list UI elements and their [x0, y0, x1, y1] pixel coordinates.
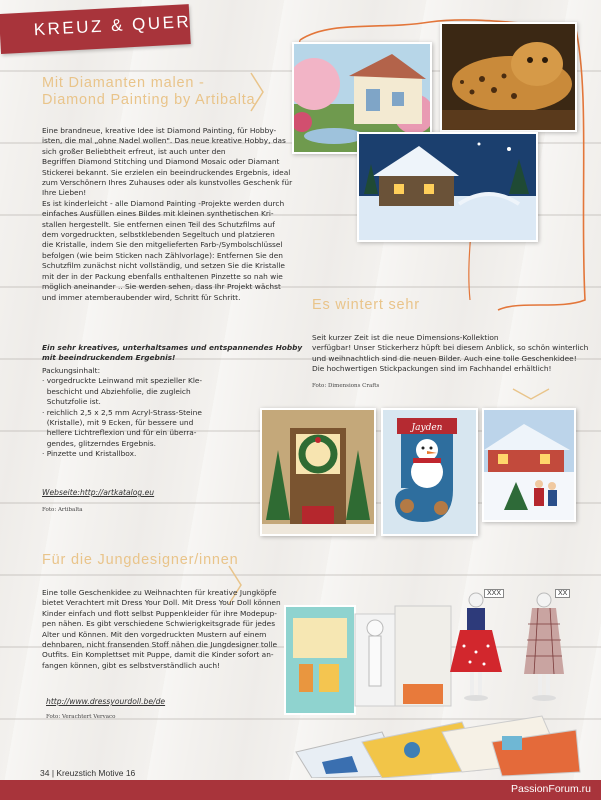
body-line: Es ist kinderleicht - alle Diamond Painting -Projekte werden durch	[42, 198, 285, 208]
watermark: PassionForum.ru	[511, 783, 591, 795]
body-line: möglich aneinander .. Sie werden sehen, dass Ihr Projekt wächst	[42, 282, 281, 292]
article1-highlight	[42, 343, 302, 364]
article1-body	[42, 126, 292, 303]
body-line: die Kristalle, indem Sie den mitgelieferten Farb-/Symbolschlüssel	[42, 240, 283, 250]
photo-credit: Foto: Dimensions Crafts	[312, 383, 380, 389]
body-line: verfügbar! Unser Stickerherz hüpft bei diesem Anblick, so schön winterlich	[312, 343, 589, 353]
artibalta-website-link[interactable]: Webseite:http://artkatalog.eu	[42, 488, 155, 497]
title-line: Mit Diamanten malen -	[42, 75, 205, 91]
body-line: Schutzfilm zunächst nicht vollständig, und setzen Sie die Kristalle	[42, 261, 285, 271]
contents-line: gendes, glitzerndes Ergebnis.	[42, 438, 157, 448]
contents-line: beschicht und Abziehfolie, die zugleich	[42, 386, 191, 396]
body-line: mit der in der Packung ebenfalls enthaltenen Pinzette so nah wie	[42, 271, 283, 281]
sewing-patterns-image	[292, 712, 582, 778]
page-info: 34 | Kreuzstich Motive 16	[40, 768, 136, 778]
contents-line: · reichlich 2,5 x 2,5 mm Acryl-Strass-Steine	[42, 407, 202, 417]
body-line: Begriffen Diamond Stitching und Diamond Mosaic oder Diamant	[42, 157, 280, 167]
body-line: Alter und Können. Mit den vorgedruckten Mustern auf einem	[42, 629, 267, 639]
body-line: stallen hergestellt. Sie entfernen einen Teil des Schutzfilms auf	[42, 219, 275, 229]
winter-night-painting-image	[357, 132, 538, 242]
doll-coat-check-image	[516, 590, 572, 704]
photo-credit: Foto: Artibalta	[42, 507, 83, 513]
article2-title: Es wintert sehr	[312, 297, 420, 313]
body-line: dehnbaren, nicht fransenden Stoff nähen die Jungdesigner tolle	[42, 640, 278, 650]
body-line: isten, die mal „ohne Nadel wollen". Das neue kreative Hobby, das	[42, 136, 286, 146]
body-line: sich großer Beliebtheit erfreut, ist auch unter den	[42, 146, 226, 156]
body-line: dem vorgedruckten, selbstklebenden Segeltuch und platzieren	[42, 230, 275, 240]
body-line: befolgen (wie beim Sticken nach Zählvorlage): Entfernen Sie den	[42, 250, 283, 260]
doll-dress-red-image	[446, 590, 506, 704]
body-line: Stickerei bekannt. Sie erzielen ein beeindruckendes Ergebnis, ideal	[42, 167, 291, 177]
highlight-line: mit beeindruckendem Ergebnis!	[42, 353, 176, 363]
chevron-down-icon	[512, 388, 550, 400]
doll-kit-box-image	[283, 598, 455, 720]
chevron-right-icon	[250, 72, 264, 112]
photo-credit: Foto: Verachtert Vervaco	[46, 714, 116, 720]
article3-title: Für die Jungdesigner/innen	[42, 552, 239, 568]
level-badge: XX	[555, 589, 570, 598]
body-line: Eine brandneue, kreative Idee ist Diamond Painting, für Hobby-	[42, 126, 277, 135]
body-line: Die hochwertigen Stickpackungen sind im Fachhandel erhältlich!	[312, 364, 552, 374]
body-line: und immer atemberaubender wird, Schritt für Schritt.	[42, 292, 241, 302]
leopard-painting-image	[440, 22, 577, 132]
contents-line: Schutzfolie ist.	[42, 397, 101, 407]
contents-line: hellere Lichtreflexion und für ein überra-	[42, 428, 197, 438]
body-line: fangen können, gibt es selbstverständlich auch!	[42, 660, 220, 670]
body-line: bietet Verachtert mit Dress Your Doll. Mit Dress Your Doll können	[42, 598, 281, 608]
article2-body	[312, 333, 588, 375]
article1-contents	[42, 366, 202, 460]
body-line: Kinder einfach und flott selbst Puppenkleider für ihre Modepup-	[42, 608, 277, 618]
contents-line: · vorgedruckte Leinwand mit spezieller Kle-	[42, 376, 203, 386]
snowman-stocking-image	[381, 408, 478, 536]
body-line: einfaches Ausfüllen eines Bildes mit kleinen synthetischen Kri-	[42, 209, 274, 219]
body-line: pen nähen. Es gibt verschiedene Schwierigkeitsgrade für jedes	[42, 619, 276, 629]
title-line: Diamond Painting by Artibalta	[42, 92, 256, 108]
stocking-name: Jayden	[411, 423, 443, 433]
contents-line: (Kristalle), mit 9 Ecken, für bessere und	[42, 418, 194, 428]
body-line: Seit kurzer Zeit ist die neue Dimensions-Kollektion	[312, 333, 499, 342]
level-badge: XXX	[484, 589, 504, 598]
christmas-door-image	[260, 408, 376, 536]
article3-body	[42, 588, 281, 671]
winter-kids-image	[482, 408, 576, 522]
article1-title	[42, 75, 255, 109]
body-line: Eine tolle Geschenkidee zu Weihnachten für kreative Jungköpfe	[42, 588, 277, 597]
section-label: KREUZ & QUER	[33, 11, 192, 40]
body-line: Ihre Lieben!	[42, 188, 87, 198]
body-line: zum Verschönern Ihres Zuhauses oder als kunstvolles Geschenk für	[42, 178, 293, 188]
contents-line: Packungsinhalt:	[42, 366, 101, 375]
body-line: Outfits. Ein Komplettset mit Puppe, damit die Kinder sofort an-	[42, 650, 274, 660]
dressyourdoll-website-link[interactable]: http://www.dressyourdoll.be/de	[46, 697, 166, 706]
contents-line: · Pinzette und Kristallbox.	[42, 449, 137, 459]
body-line: und weihnachtlich sind die neuen Bilder. Auch eine tolle Geschenkidee!	[312, 353, 577, 363]
highlight-line: Ein sehr kreatives, unterhaltsames und entspannendes Hobby	[42, 343, 303, 352]
